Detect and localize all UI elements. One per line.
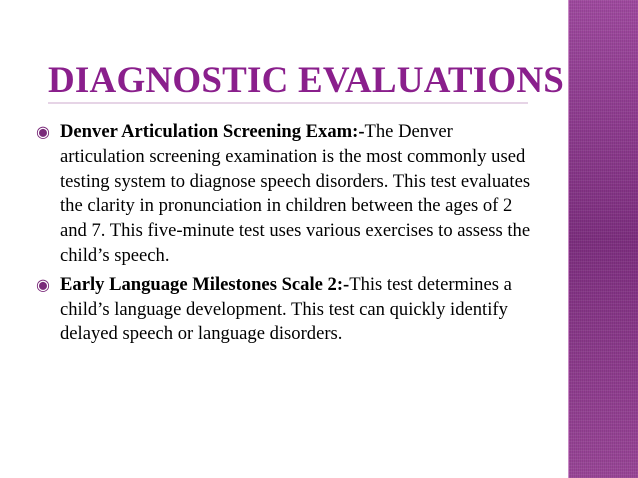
slide-title: DIAGNOSTIC EVALUATIONS bbox=[48, 60, 528, 104]
bullet-term: Denver Articulation Screening Exam:- bbox=[60, 121, 365, 142]
slide-content bbox=[36, 120, 536, 351]
bullet-term: Early Language Milestones Scale 2:- bbox=[60, 273, 350, 295]
bullet-text: This test determines a child’s language development. This test can quickly identify delayed speech or language disorders. bbox=[60, 273, 512, 345]
bullet-item-early-language bbox=[36, 273, 536, 347]
target-bullet-icon: ◉ bbox=[36, 276, 50, 294]
sidebar-divider bbox=[568, 0, 569, 478]
target-bullet-icon: ◉ bbox=[36, 124, 50, 141]
bullet-text: The Denver articulation screening examination is the most commonly used testing system to diagnose speech disorders. This test evaluates the clarity in pronunciation in children between the ages of 2 and 7. This five-minute test uses various exercises to assess the child’s speech. bbox=[60, 121, 531, 266]
bullet-item-denver bbox=[36, 120, 536, 269]
decorative-sidebar bbox=[568, 0, 638, 478]
